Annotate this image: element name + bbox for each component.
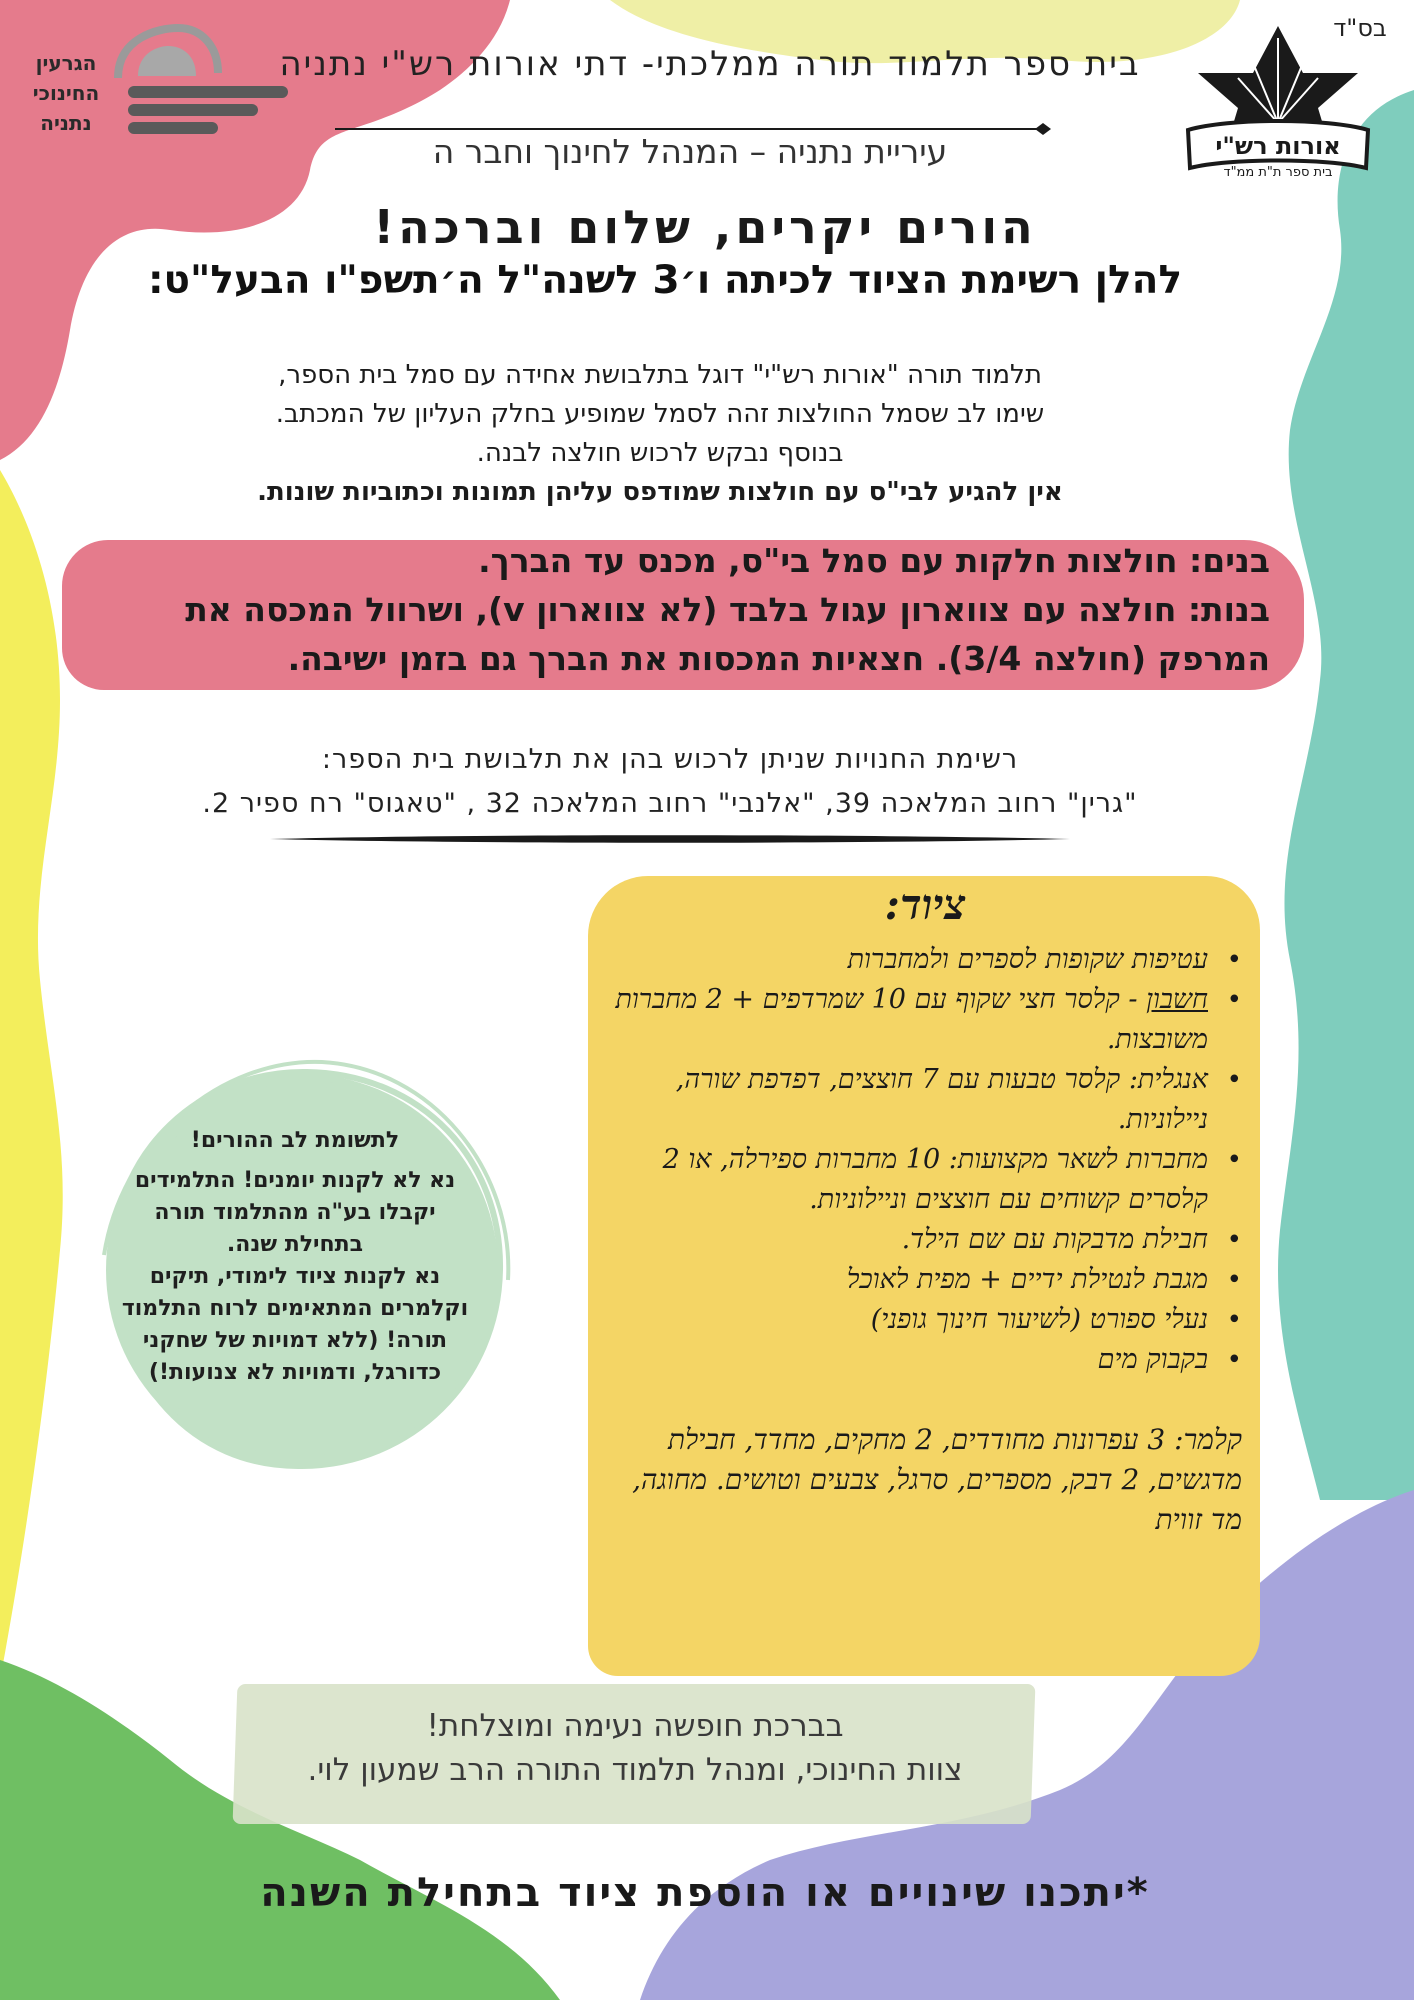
pencil-case-list: קלמר: 3 עפרונות מחודדים, 2 מחקים, מחדד, חבילת מדגשים, 2 דבק, מספרים, סרגל, צבעים וטושים. מחוגה, מד זווית: [632, 1423, 1242, 1536]
farewell-line-1: בברכת חופשה נעימה ומוצלחת!: [426, 1708, 844, 1744]
blob-right-teal: [1278, 90, 1414, 1500]
shops-divider: [270, 832, 1070, 846]
changes-note: *יתכנו שינויים או הוספת ציוד בתחילת השנה: [260, 1870, 1150, 1916]
equipment-item: • מגבת לנטילת ידיים + מפית לאוכל: [600, 1260, 1208, 1300]
equipment-item: • מחברות לשאר מקצועות: 10 מחברות ספירלה, או 2 קלסרים קשוחים עם חוצצים וניילוניות.: [600, 1140, 1208, 1220]
municipal-logo: [18, 18, 288, 148]
municipal-logo-line-1: הגרעין: [35, 51, 97, 75]
equipment-item: • בקבוק מים: [600, 1340, 1208, 1380]
parents-note: [120, 1125, 470, 1389]
intro-line-4: אין להגיע לבי"ס עם חולצות שמודפס עליהן תמונות וכתוביות שונות.: [257, 477, 1063, 507]
uniform-girls: [70, 585, 1270, 683]
equipment-note: [600, 880, 1250, 1540]
parents-note-title: לתשומת לב ההורים!: [190, 1128, 400, 1153]
shops-list: "גרין" רחוב המלאכה 39, "אלנבי" רחוב המלאכה 32 , "טאגוס" רח ספיר 2.: [202, 788, 1138, 819]
math-label: חשבון: [1146, 984, 1208, 1015]
equipment-item: • חשבון - קלסר חצי שקוף עם 10 שמרדפים + 2 מחברות משובצות.: [600, 980, 1208, 1060]
uniform-boys: [70, 536, 1270, 585]
equipment-item: • עטיפות שקופות לספרים ולמחברות: [600, 940, 1208, 980]
municipality-line: עיריית נתניה – המנהל לחינוך וחבר ה: [432, 132, 948, 171]
greeting-heading: הורים יקרים, שלום וברכה!: [373, 200, 1037, 254]
equipment-list-heading: להלן רשימת הציוד לכיתה ו׳3 לשנה"ל ה׳תשפ"ו הבעל"ט:: [147, 258, 1183, 303]
intro-line-1: תלמוד תורה "אורות רש"י" דוגל בתלבושת אחידה עם סמל בית הספר,: [278, 360, 1042, 390]
equipment-item: • נעלי ספורט (לשיעור חינוך גופני): [600, 1300, 1208, 1340]
uniform-rules: [70, 536, 1270, 683]
school-name: בית ספר תלמוד תורה ממלכתי- דתי אורות רש"י נתניה: [279, 44, 1141, 84]
municipal-logo-line-2: החינוכי: [32, 81, 100, 105]
girls-text: : חולצה עם צווארון עגול בלבד (לא צווארון v), ושרוול המכסה את המרפק (חולצה 3/4). חצאיות המכסות את הברך גם בזמן ישיבה.: [185, 590, 1270, 678]
parents-note-p1: נא לא לקנות יומנים! התלמידים יקבלו בע"ה מהתלמוד תורה בתחילת שנה.: [134, 1168, 456, 1257]
uniform-shops: [120, 738, 1220, 826]
school-logo: [1168, 18, 1382, 178]
shops-title: רשימת החנויות שניתן לרכוש בהן את תלבושת בית הספר:: [321, 744, 1019, 775]
intro-line-2: שימו לב שסמל החולצות זהה לסמל שמופיע בחלק העליון של המכתב.: [275, 399, 1045, 429]
girls-label: בנות: [1201, 590, 1270, 629]
farewell-line-2: צוות החינוכי, ומנהל תלמוד התורה הרב שמעון לוי.: [307, 1752, 963, 1788]
uniform-intro: [110, 356, 1210, 512]
equipment-title: ציוד:: [884, 880, 966, 929]
equipment-list: [600, 940, 1250, 1380]
boys-label: בנים: [1202, 541, 1270, 580]
school-logo-subtext: בית ספר ת"ת ממ"ד: [1223, 165, 1333, 178]
besd-mark: בס"ד: [1333, 14, 1387, 42]
equipment-item: • אנגלית: קלסר טבעות עם 7 חוצצים, דפדפת שורה, ניילוניות.: [600, 1060, 1208, 1140]
school-logo-text: אורות רש"י: [1215, 132, 1341, 160]
farewell: [240, 1704, 1030, 1792]
equipment-item: • חבילת מדבקות עם שם הילד.: [600, 1220, 1208, 1260]
blob-left-yellow: [0, 470, 63, 1680]
municipal-logo-line-3: נתניה: [40, 111, 92, 135]
intro-line-3: בנוסף נבקש לרכוש חולצה לבנה.: [476, 438, 844, 468]
boys-text: : חולצות חלקות עם סמל בי"ס, מכנס עד הברך.: [478, 541, 1203, 580]
parents-note-p2: נא לקנות ציוד לימודי, תיקים וקלמרים המתאימים לרוח התלמוד תורה! (ללא דמויות של שחקני כדורגל, ודמויות לא צנועות!): [121, 1264, 469, 1385]
